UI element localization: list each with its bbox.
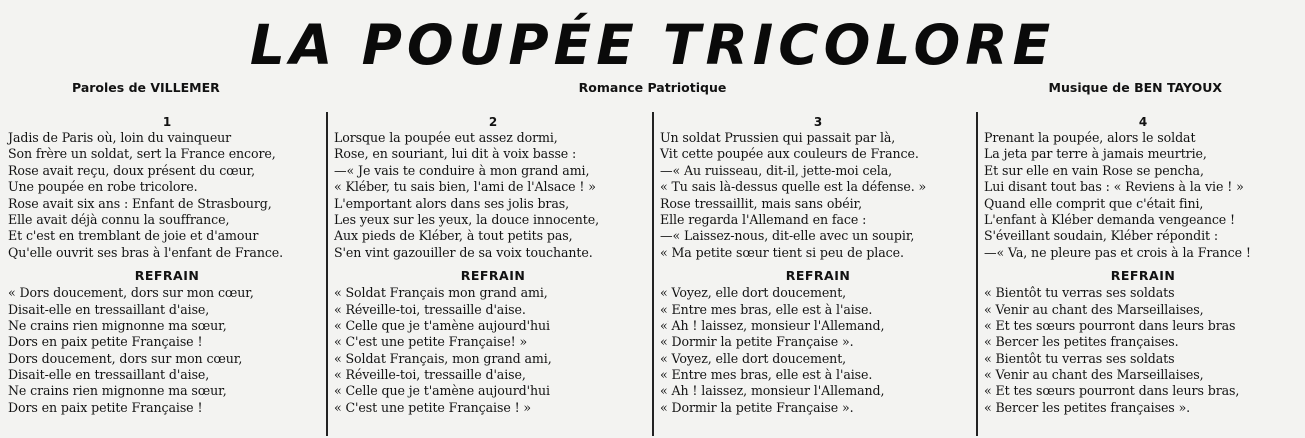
verse-line: Un soldat Prussien qui passait par là, [660,130,896,145]
refrain [660,285,976,416]
verse-line: —« Laissez-nous, dit-elle avec un soupir, [660,228,915,244]
column-divider [652,112,654,436]
refrain-line: « Bercer les petites françaises. [984,334,1179,350]
stanza-column-1 [8,114,326,434]
verse [660,130,976,261]
genre-label: Romance Patriotique [578,80,727,95]
verse-line: Elle regarda l'Allemand en face : [660,211,867,227]
verse-line: Son frère un soldat, sert la France encore, [8,146,276,162]
refrain-line: « Et tes sœurs pourront dans leurs bras [984,317,1236,333]
refrain-heading: REFRAIN [1110,268,1176,284]
verse-line: Et c'est en tremblant de joie et d'amour [8,228,259,244]
verse-line: Rose avait six ans : Enfant de Strasbourg, [8,195,272,211]
refrain-line: « Dormir la petite Française ». [660,334,854,350]
verse-line: « Kléber, tu sais bien, l'ami de l'Alsace ! » [334,179,596,195]
refrain-line: Dors en paix petite Française ! [8,399,203,415]
verse-line: —« Je vais te conduire à mon grand ami, [334,162,590,178]
stanza-column-3 [660,114,976,434]
refrain-line: Dors en paix petite Française ! [8,334,203,350]
verse-line: Aux pieds de Kléber, à tout petits pas, [334,228,573,244]
verse-line: Lorsque la poupée eut assez dormi, [334,130,558,145]
refrain [984,285,1302,416]
refrain-line: « Ah ! laissez, monsieur l'Allemand, [660,317,885,333]
verse-line: Elle avait déjà connu la souffrance, [8,211,230,227]
refrain-line: « Réveille-toi, tressaille d'aise. [334,301,526,317]
verse-line: —« Va, ne pleure pas et crois à la France ! [984,244,1251,260]
refrain-line: « C'est une petite Française! » [334,334,528,350]
verse-line: « Ma petite sœur tient si peu de place. [660,244,904,260]
refrain-line: Disait-elle en tressaillant d'aise, [8,367,210,383]
refrain-line: « Dormir la petite Française ». [660,399,854,415]
refrain-line: « Entre mes bras, elle est à l'aise. [660,301,873,317]
refrain-line: « Bientôt tu verras ses soldats [984,285,1175,301]
refrain [8,285,326,416]
verse-line: Rose, en souriant, lui dit à voix basse : [334,146,577,162]
verse-line: Quand elle comprit que c'était fini, [984,195,1204,211]
refrain-line: « Voyez, elle dort doucement, [660,350,847,366]
refrain-heading: REFRAIN [460,268,526,284]
refrain-line: « C'est une petite Française ! » [334,399,532,415]
refrain-line: Ne crains rien mignonne ma sœur, [8,383,227,399]
refrain-line: « Celle que je t'amène aujourd'hui [334,317,550,333]
refrain-line: « Réveille-toi, tressaille d'aise, [334,367,526,383]
verse-line: —« Au ruisseau, dit-il, jette-moi cela, [660,162,893,178]
verse-line: La jeta par terre à jamais meurtrie, [984,146,1207,162]
refrain-line: « Soldat Français mon grand ami, [334,285,548,301]
verse [334,130,652,261]
verse-line: S'en vint gazouiller de sa voix touchante. [334,244,593,260]
refrain-line: « Ah ! laissez, monsieur l'Allemand, [660,383,885,399]
refrain-line: « Soldat Français, mon grand ami, [334,350,552,366]
verse [984,130,1302,261]
refrain-line: Disait-elle en tressaillant d'aise, [8,301,210,317]
refrain-heading: REFRAIN [134,268,200,284]
refrain-line: « Voyez, elle dort doucement, [660,285,847,301]
verse-line: L'emportant alors dans ses jolis bras, [334,195,570,211]
verse-line: Rose avait reçu, doux présent du cœur, [8,162,255,178]
verse-line: Les yeux sur les yeux, la douce innocente, [334,211,599,227]
stanza-number: 1 [162,115,172,129]
column-divider [326,112,328,436]
refrain [334,285,652,416]
column-divider [976,112,978,436]
verse-line: Vit cette poupée aux couleurs de France. [660,146,919,162]
stanza-number: 3 [813,115,823,129]
verse-line: S'éveillant soudain, Kléber répondit : [984,228,1218,244]
verse-line: L'enfant à Kléber demanda vengeance ! [984,211,1236,227]
stanza-column-2 [334,114,652,434]
refrain-line: « Dors doucement, dors sur mon cœur, [8,285,254,301]
lyricist-credit: Paroles de VILLEMER [72,80,220,95]
refrain-heading: REFRAIN [785,268,851,284]
verse-line: Prenant la poupée, alors le soldat [984,130,1196,145]
verse-line: Rose tressaillit, mais sans obéir, [660,195,862,211]
verse-line: Une poupée en robe tricolore. [8,179,198,195]
verse [8,130,326,261]
stanza-number: 4 [1138,115,1148,129]
composer-credit: Musique de BEN TAYOUX [1048,80,1222,95]
verse-line: Et sur elle en vain Rose se pencha, [984,162,1204,178]
refrain-line: « Venir au chant des Marseillaises, [984,367,1204,383]
refrain-line: « Bercer les petites françaises ». [984,399,1191,415]
verse-line: « Tu sais là-dessus quelle est la défense. » [660,179,927,195]
refrain-line: « Celle que je t'amène aujourd'hui [334,383,550,399]
stanza-number: 2 [488,115,498,129]
refrain-line: « Et tes sœurs pourront dans leurs bras, [984,383,1240,399]
verse-line: Jadis de Paris où, loin du vainqueur [8,130,232,145]
refrain-line: Ne crains rien mignonne ma sœur, [8,317,227,333]
stanza-column-4 [984,114,1302,434]
verse-line: Lui disant tout bas : « Reviens à la vie ! » [984,179,1244,195]
refrain-line: « Entre mes bras, elle est à l'aise. [660,367,873,383]
refrain-line: Dors doucement, dors sur mon cœur, [8,350,243,366]
refrain-line: « Venir au chant des Marseillaises, [984,301,1204,317]
refrain-line: « Bientôt tu verras ses soldats [984,350,1175,366]
verse-line: Qu'elle ouvrit ses bras à l'enfant de France. [8,244,284,260]
song-title: LA POUPÉE TRICOLORE [249,13,1056,77]
